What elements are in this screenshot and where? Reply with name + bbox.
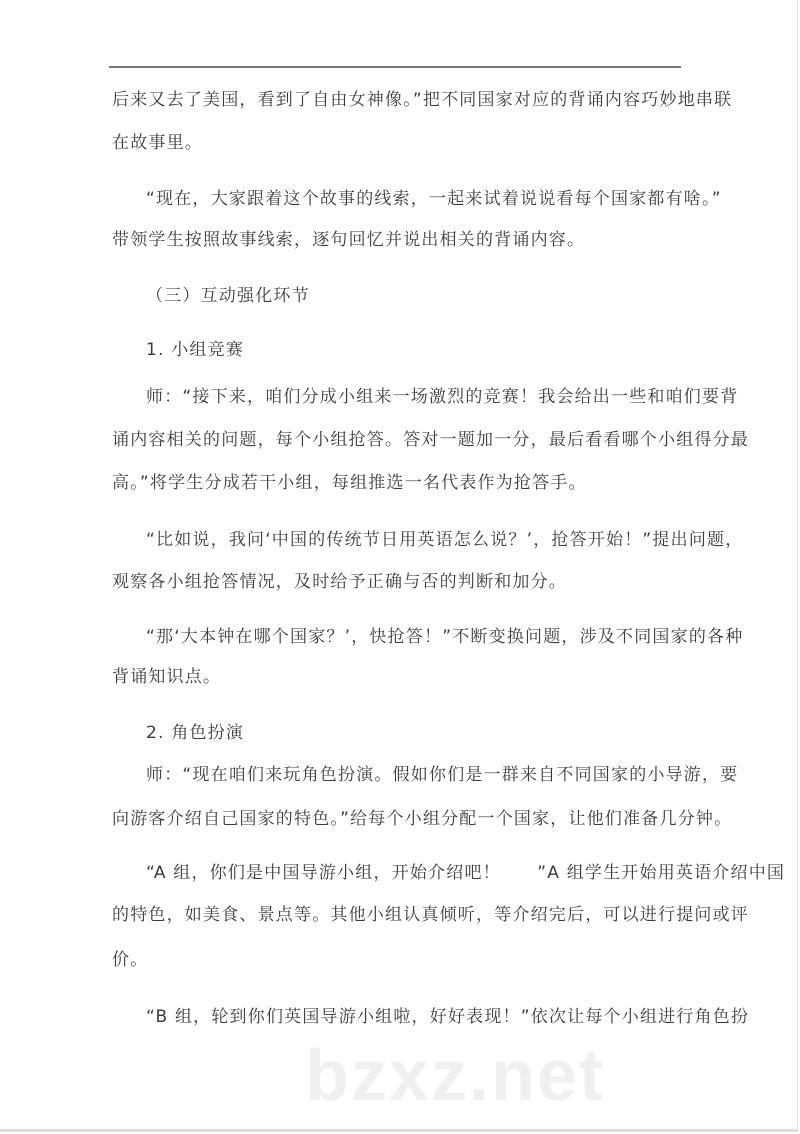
section-heading: （三）互动强化环节 [146, 286, 310, 306]
text-line: 向游客介绍自己国家的特色。”给每个小组分配一个国家，让他们准备几分钟。 [112, 809, 733, 829]
subsection-heading: 2. 角色扮演 [146, 723, 245, 743]
text-line: 带领学生按照故事线索，逐句回忆并说出相关的背诵内容。 [112, 230, 586, 250]
text-line: 后来又去了美国，看到了自由女神像。”把不同国家对应的背诵内容巧妙地串联 [112, 90, 733, 110]
text-line: 在故事里。 [112, 133, 203, 153]
text-line: “现在，大家跟着这个故事的线索，一起来试着说说看每个国家都有啥。” [146, 189, 722, 209]
text-line: 的特色，如美食、景点等。其他小组认真倾听，等介绍完后，可以进行提问或评 [112, 905, 749, 925]
text-line: “比如说，我问‘中国的传统节日用英语怎么说？’，抢答开始！”提出问题， [146, 530, 744, 550]
subsection-heading: 1. 小组竞赛 [146, 340, 245, 360]
text-line: 诵内容相关的问题，每个小组抢答。答对一题加一分，最后看看哪个小组得分最 [112, 430, 749, 450]
text-line: 师：“现在咱们来玩角色扮演。假如你们是一群来自不同国家的小导游，要 [146, 765, 739, 785]
text-line: “那‘大本钟在哪个国家？’，快抢答！”不断变换问题，涉及不同国家的各种 [146, 627, 744, 647]
text-line: 观察各小组抢答情况，及时给予正确与否的判断和加分。 [112, 572, 567, 592]
watermark: bzxz.net [305, 1036, 606, 1116]
header-rule [109, 66, 681, 68]
text-line: 师：“接下来，咱们分成小组来一场激烈的竞赛！我会给出一些和咱们要背 [146, 387, 739, 407]
text-line: 高。”将学生分成若干小组，每组推选一名代表作为抢答手。 [112, 473, 587, 493]
text-line: 价。 [112, 950, 149, 970]
text-line: “B 组，轮到你们英国导游小组啦，好好表现！”依次让每个小组进行角色扮 [146, 1007, 750, 1027]
text-line: 背诵知识点。 [112, 667, 222, 687]
text-line: “A 组，你们是中国导游小组，开始介绍吧！ ”A 组学生开始用英语介绍中国 [146, 863, 786, 883]
